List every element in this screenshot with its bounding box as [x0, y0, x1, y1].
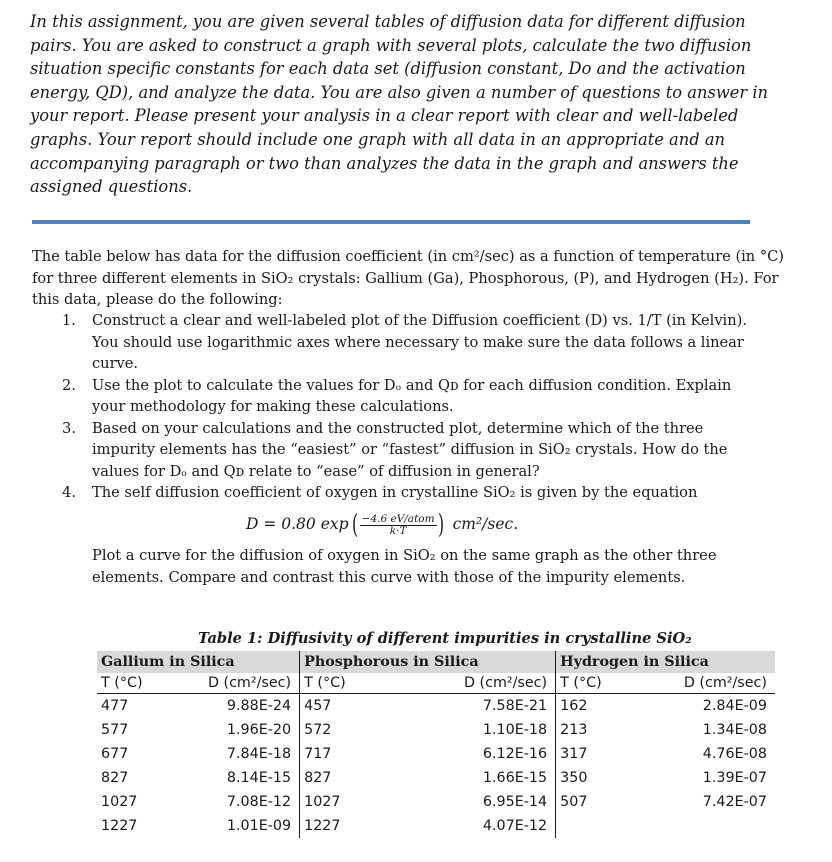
group-header-hydrogen: Hydrogen in Silica	[556, 651, 775, 673]
equation-denominator: k·T	[389, 524, 407, 537]
table-row	[97, 790, 775, 814]
diffusivity-cell	[631, 814, 775, 838]
instruction-item	[62, 418, 762, 483]
diffusivity-cell: 6.12E-16	[482, 746, 548, 762]
diffusivity-cell: 1.01E-09	[226, 818, 292, 834]
col-header-temp: T (°C)	[556, 673, 632, 694]
instruction-number: 2.	[62, 376, 76, 394]
section-divider	[32, 220, 750, 224]
temperature-cell: 457	[300, 694, 388, 719]
diffusivity-table	[97, 651, 775, 838]
table-body	[97, 694, 775, 839]
diffusivity-cell: 1.96E-20	[226, 722, 292, 738]
table-row	[97, 766, 775, 790]
temperature-cell: 1027	[300, 790, 388, 814]
table-row	[97, 814, 775, 838]
instruction-number: 3.	[62, 419, 76, 437]
diffusivity-cell: 7.42E-07	[702, 794, 767, 810]
table-intro-paragraph: The table below has data for the diffusion coefficient (in cm²/sec) as a function of temperature (in °C) for three different elements in SiO₂ crystals: Gallium (Ga), Phosphorous, (P), and Hydrogen (H₂). For this data, please do the following:	[32, 248, 785, 308]
diffusivity-cell: 7.58E-21	[482, 698, 548, 714]
equation-units: cm²/sec.	[452, 515, 519, 533]
col-header-diffusivity: D (cm²/sec)	[166, 673, 299, 694]
diffusivity-cell: 1.39E-07	[702, 770, 767, 786]
group-header-phosphorous: Phosphorous in Silica	[300, 651, 556, 673]
equation-fraction	[360, 514, 437, 537]
table-row	[97, 718, 775, 742]
diffusivity-cell: 7.84E-18	[226, 746, 292, 762]
temperature-cell: 507	[556, 790, 632, 814]
instruction-item	[62, 482, 762, 504]
instruction-text: The self diffusion coefficient of oxygen in crystalline SiO₂ is given by the equation	[92, 484, 698, 501]
temperature-cell: 477	[101, 698, 129, 714]
instruction-text: Based on your calculations and the constructed plot, determine which of the three impurity elements has the “easiest” or “fastest” diffusion in SiO₂ crystals. How do the values for Dₒ and Qᴅ relate to “ease” of diffusion in general?	[92, 419, 728, 480]
diffusivity-cell: 6.95E-14	[482, 794, 548, 810]
temperature-cell	[556, 814, 632, 838]
oxygen-instruction: Plot a curve for the diffusion of oxygen in SiO₂ on the same graph as the other three elements. Compare and contrast this curve with those of the impurity elements.	[92, 547, 717, 586]
temperature-cell: 1227	[300, 814, 388, 838]
temperature-cell: 827	[300, 766, 388, 790]
temperature-cell: 1027	[101, 794, 138, 810]
diffusivity-cell: 8.14E-15	[226, 770, 292, 786]
temperature-cell: 213	[556, 718, 632, 742]
instruction-number: 1.	[62, 312, 76, 329]
col-header-diffusivity: D (cm²/sec)	[388, 673, 556, 694]
col-header-diffusivity: D (cm²/sec)	[631, 673, 775, 694]
intro-paragraph: In this assignment, you are given several tables of diffusion data for different diffusion pairs. You are asked to construct a graph with several plots, calculate the two diffusion situation specific constants for each data set (diffusion constant, Do and the activation energy, QD), and analyze the data. You are also given a number of questions to answer in your report. Please present your analysis in a clear report with clear and well-labeled graphs. Your report should include one graph with all data in an appropriate and an accompanying paragraph or two than analyzes the data in the graph and answers the assigned questions.	[30, 12, 769, 197]
diffusivity-cell: 1.34E-08	[702, 722, 767, 738]
temperature-cell: 677	[101, 746, 129, 762]
diffusivity-cell: 4.76E-08	[702, 746, 767, 762]
instruction-text: Construct a clear and well-labeled plot of the Diffusion coefficient (D) vs. 1/T (in Kelvin). You should use logarithmic axes where necessary to make sure the data follows a linear curve.	[92, 312, 747, 372]
oxygen-diffusion-equation	[246, 510, 518, 540]
col-header-temp: T (°C)	[97, 673, 166, 694]
table-row	[97, 694, 775, 719]
group-header-gallium: Gallium in Silica	[97, 651, 300, 673]
instruction-number: 4.	[62, 484, 76, 501]
diffusivity-cell: 4.07E-12	[482, 818, 548, 834]
diffusivity-cell: 7.08E-12	[226, 794, 292, 810]
instruction-list	[62, 310, 762, 504]
table-caption: Table 1: Diffusivity of different impurities in crystalline SiO₂	[198, 630, 692, 647]
instruction-item	[62, 310, 762, 375]
temperature-cell: 317	[556, 742, 632, 766]
temperature-cell: 162	[556, 694, 632, 719]
left-paren: (	[352, 510, 359, 540]
table-row	[97, 742, 775, 766]
equation-numerator: −4.6 eV/atom	[361, 512, 435, 525]
temperature-cell: 577	[101, 722, 129, 738]
diffusivity-cell: 1.10E-18	[482, 722, 548, 738]
temperature-cell: 350	[556, 766, 632, 790]
temperature-cell: 572	[300, 718, 388, 742]
diffusivity-cell: 1.66E-15	[482, 770, 548, 786]
temperature-cell: 1227	[101, 818, 138, 834]
equation-lhs: D = 0.80 exp	[246, 515, 349, 533]
temperature-cell: 717	[300, 742, 388, 766]
temperature-cell: 827	[101, 770, 129, 786]
instruction-text: Use the plot to calculate the values for Dₒ and Qᴅ for each diffusion condition. Explain your methodology for making these calculations.	[92, 376, 732, 415]
right-paren: )	[437, 510, 444, 540]
instruction-item	[62, 375, 762, 418]
diffusivity-cell: 2.84E-09	[702, 698, 767, 714]
col-header-temp: T (°C)	[300, 673, 388, 694]
diffusivity-cell: 9.88E-24	[226, 698, 292, 714]
